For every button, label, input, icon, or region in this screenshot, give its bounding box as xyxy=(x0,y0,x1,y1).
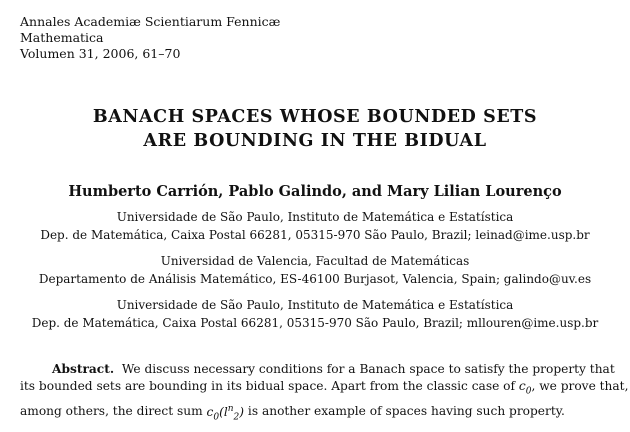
journal-series: Mathematica xyxy=(20,30,104,45)
affiliation-2-institution: Universidad de Valencia, Facultad de Matemáticas xyxy=(160,254,470,268)
abstract xyxy=(20,361,629,426)
affiliation-3 xyxy=(0,296,630,332)
abstract-line-2 xyxy=(20,378,629,400)
abstract-label: Abstract. xyxy=(52,362,115,376)
journal-header xyxy=(20,14,280,62)
math-c0-sub: 0 xyxy=(525,386,532,397)
journal-volume: Volumen 31, 2006, 61–70 xyxy=(20,46,181,61)
abstract-text-1: We discuss necessary conditions for a Banach space to satisfy the property that xyxy=(121,362,615,376)
math-c0-l2n-sub: 0 xyxy=(213,411,220,422)
paper-authors: Humberto Carrión, Pablo Galindo, and Mary Lilian Lourenço xyxy=(68,183,562,200)
affiliation-1 xyxy=(0,208,630,244)
abstract-line-1 xyxy=(20,361,615,378)
math-c0-l2n-base: c xyxy=(206,404,214,419)
affiliation-3-institution: Universidade de São Paulo, Instituto de Matemática e Estatística xyxy=(116,298,514,312)
math-l-sub: 2 xyxy=(233,411,240,422)
math-l: l xyxy=(223,404,228,419)
math-paren-open: ( xyxy=(219,404,224,419)
affiliation-1-institution: Universidade de São Paulo, Instituto de Matemática e Estatística xyxy=(116,210,514,224)
math-c0-base: c xyxy=(518,379,526,393)
paper-title-line-2: ARE BOUNDING IN THE BIDUAL xyxy=(143,131,487,151)
affiliation-2-address: Departamento de Análisis Matemático, ES-46100 Burjasot, Valencia, Spain; galindo@uv.es xyxy=(38,272,592,286)
abstract-line-3 xyxy=(20,400,610,426)
abstract-text-2: its bounded sets are bounding in its bidual space. Apart from the classic case of xyxy=(20,379,516,393)
affiliation-1-address: Dep. de Matemática, Caixa Postal 66281, 05315-970 São Paulo, Brazil; leinad@ime.usp.br xyxy=(40,228,590,242)
abstract-text-3: among others, the direct sum xyxy=(20,404,203,419)
math-paren-close: ) xyxy=(239,404,245,419)
abstract-text-2-tail: , we prove that, xyxy=(531,379,629,393)
paper-title xyxy=(0,105,630,153)
affiliation-2 xyxy=(0,252,630,288)
math-c0 xyxy=(518,379,532,397)
paper-title-line-1: BANACH SPACES WHOSE BOUNDED SETS xyxy=(92,107,538,127)
math-l-sup: n xyxy=(227,403,234,414)
math-c0-l2n xyxy=(206,403,245,422)
affiliation-3-address: Dep. de Matemática, Caixa Postal 66281, 05315-970 São Paulo, Brazil; mllouren@ime.usp.br xyxy=(31,316,599,330)
journal-name: Annales Academiæ Scientiarum Fennicæ xyxy=(20,14,281,29)
abstract-text-3-tail: is another example of spaces having such property. xyxy=(247,404,565,419)
